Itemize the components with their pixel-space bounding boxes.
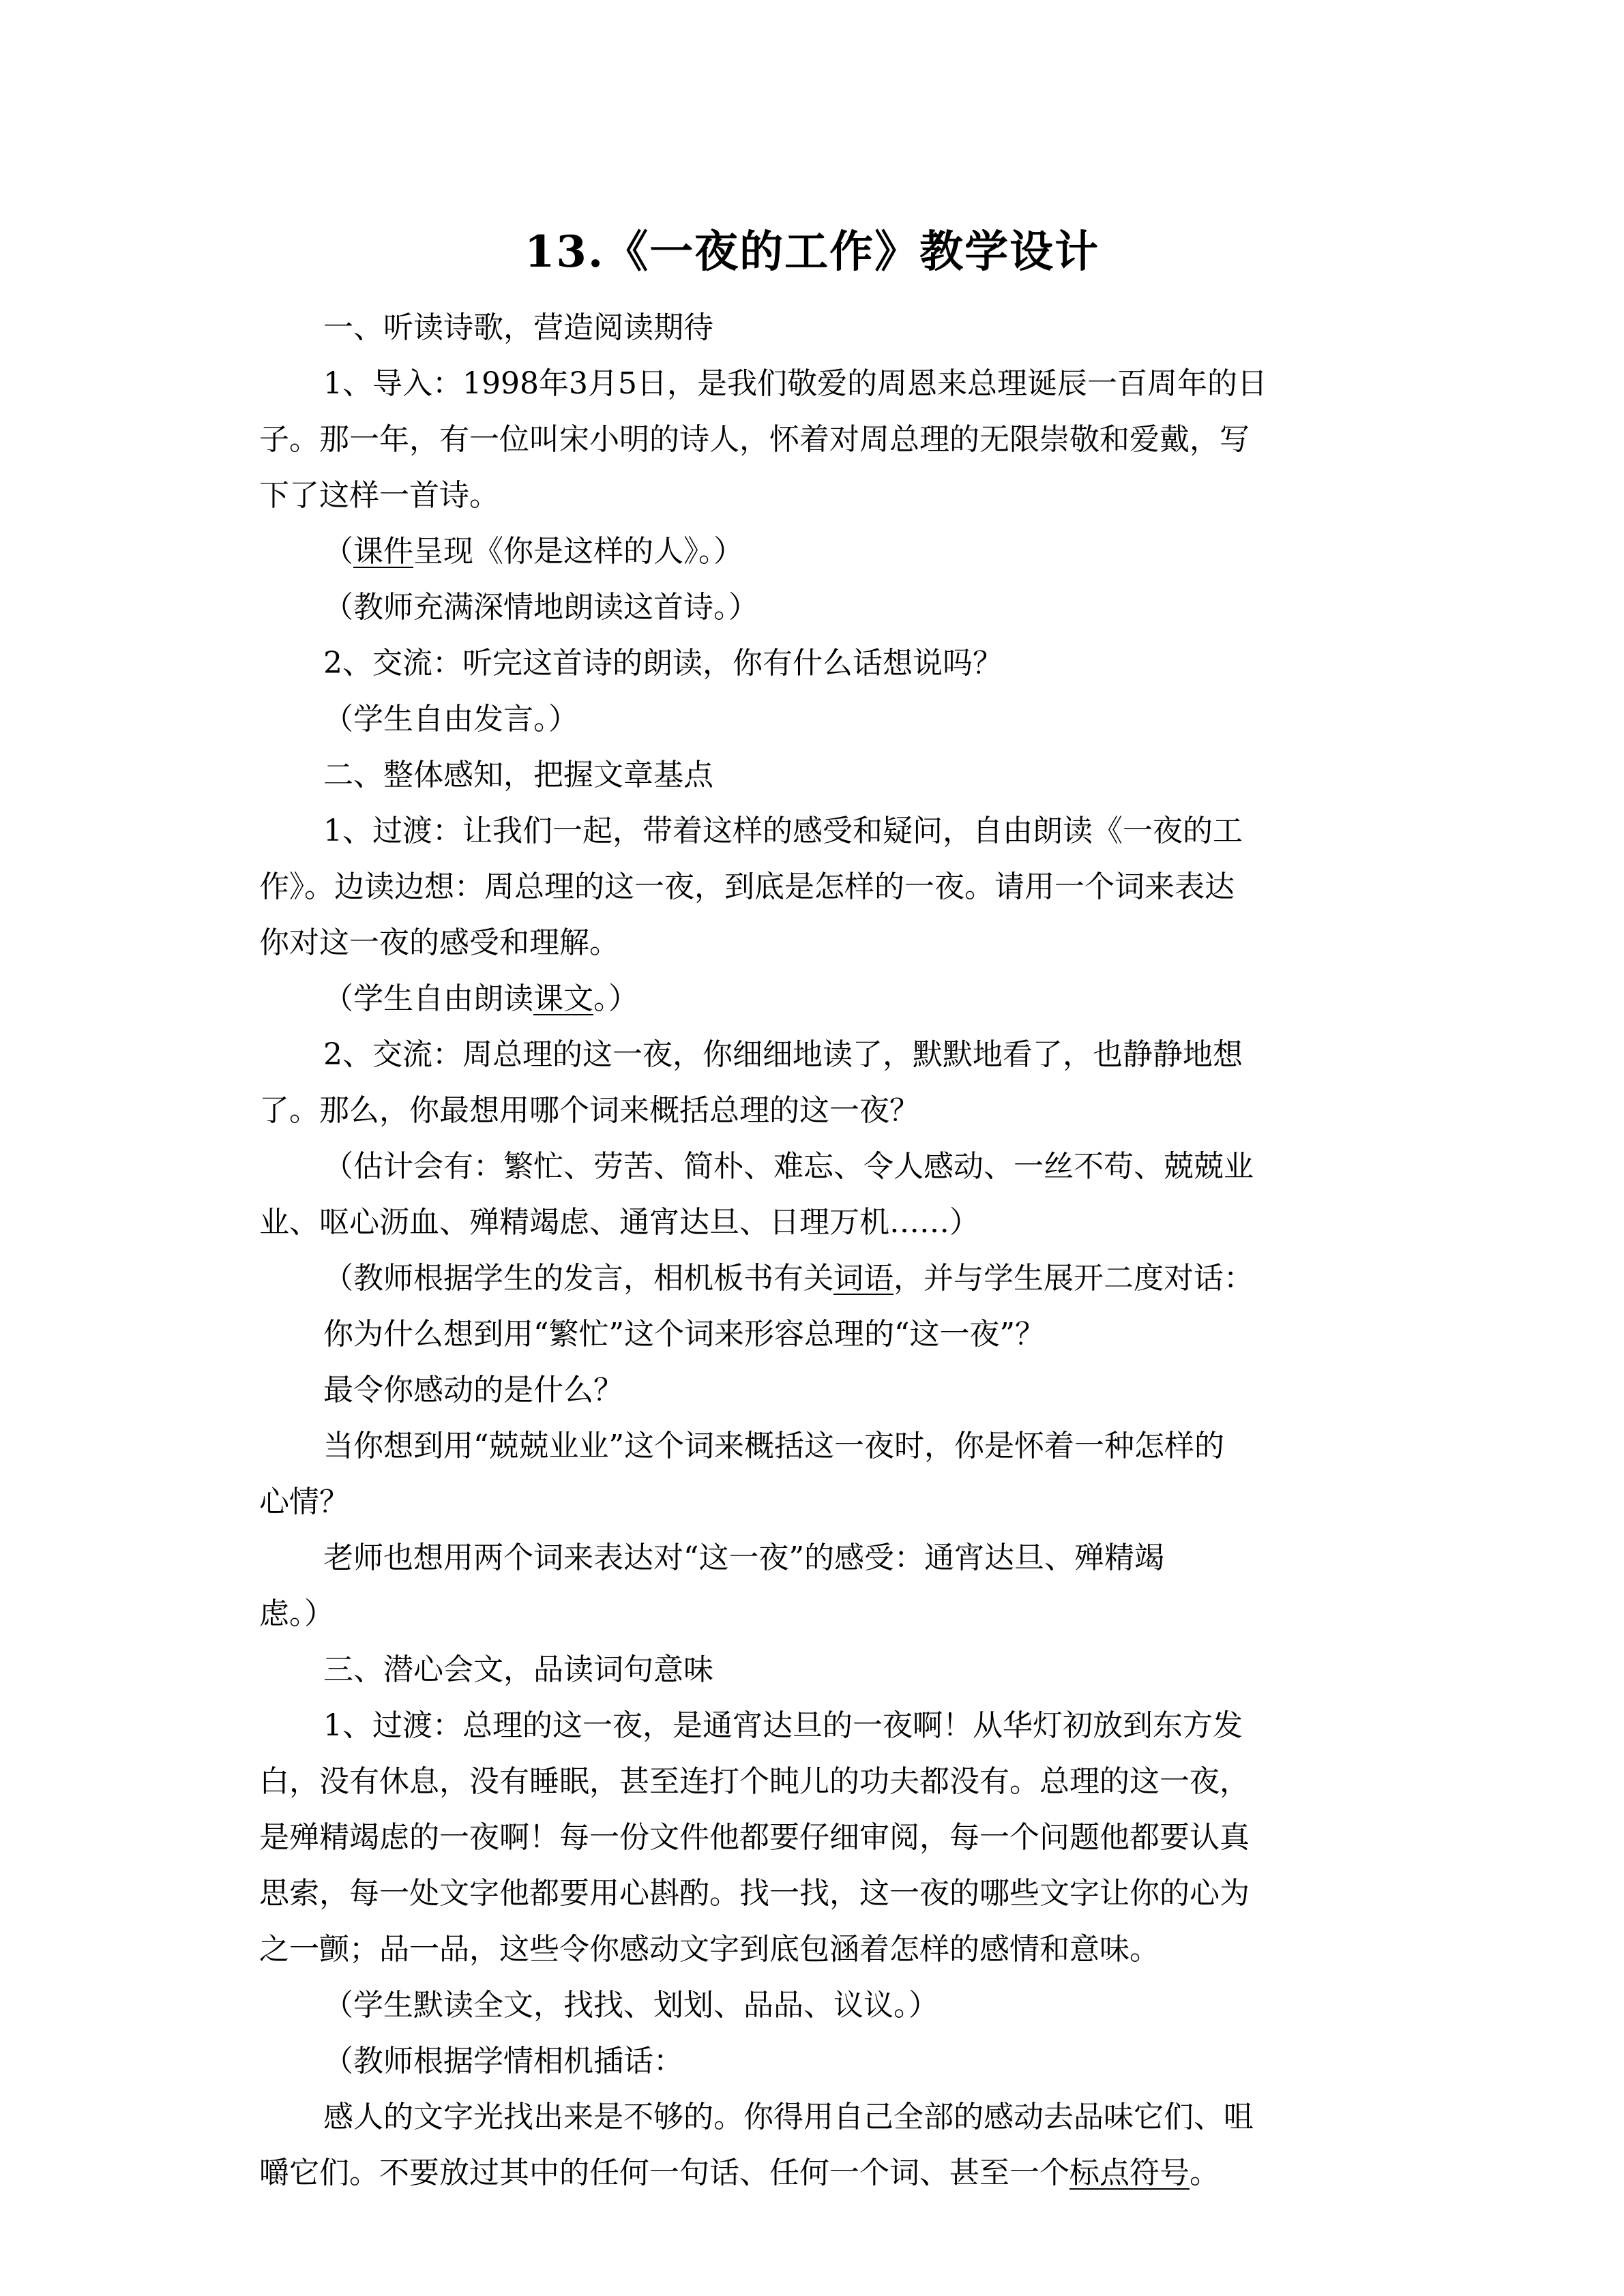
paragraph-line xyxy=(259,524,1364,580)
paragraph-line: （估计会有：繁忙、劳苦、简朴、难忘、令人感动、一丝不苟、兢兢业 xyxy=(323,1149,1254,1184)
text-fragment: （教师根据学生的发言，相机板书有关 xyxy=(323,1261,833,1296)
paragraph-line: 你对这一夜的感受和理解。 xyxy=(259,925,619,960)
section-heading-2: 二、整体感知，把握文章基点 xyxy=(323,758,713,792)
paragraph-line xyxy=(259,1251,1364,1307)
paragraph-line: 子。那一年，有一位叫宋小明的诗人，怀着对周总理的无限崇敬和爱戴，写 xyxy=(259,422,1250,457)
paragraph-line: （学生自由发言。） xyxy=(323,702,578,736)
section-heading-1: 一、听读诗歌，营造阅读期待 xyxy=(323,310,713,345)
paragraph-line: 思索，每一处文字他都要用心斟酌。找一找，这一夜的哪些文字让你的心为 xyxy=(259,1876,1250,1911)
paragraph-line xyxy=(259,2145,1364,2201)
paragraph-line: 之一颤；品一品，这些令你感动文字到底包涵着怎样的感情和意味。 xyxy=(259,1932,1160,1967)
paragraph-line: 了。那么，你最想用哪个词来概括总理的这一夜？ xyxy=(259,1093,919,1128)
underlined-term: 课件 xyxy=(353,534,413,569)
paragraph-line: 当你想到用“兢兢业业”这个词来概括这一夜时，你是怀着一种怎样的 xyxy=(323,1429,1224,1463)
paragraph-line: 你为什么想到用“繁忙”这个词来形容总理的“这一夜”？ xyxy=(323,1317,1045,1352)
paragraph-line: 下了这样一首诗。 xyxy=(259,478,499,513)
text-fragment: 呈现《你是这样的人》。） xyxy=(413,534,743,569)
paragraph-line: 最令你感动的是什么？ xyxy=(323,1373,623,1407)
paragraph-line: 1、导入：1998年3月5日，是我们敬爱的周恩来总理诞辰一百周年的日 xyxy=(323,366,1267,401)
paragraph-line: （学生默读全文，找找、划划、品品、议议。） xyxy=(323,1988,939,2023)
text-fragment: 。） xyxy=(593,981,638,1016)
paragraph-line xyxy=(259,971,1364,1027)
underlined-term: 词语 xyxy=(833,1261,894,1296)
text-fragment: 。 xyxy=(1190,2156,1220,2190)
paragraph-line: 白，没有休息，没有睡眠，甚至连打个盹儿的功夫都没有。总理的这一夜， xyxy=(259,1764,1250,1799)
paragraph-line: 1、过渡：总理的这一夜，是通宵达旦的一夜啊！从华灯初放到东方发 xyxy=(323,1708,1243,1743)
paragraph-line: （教师充满深情地朗读这首诗。） xyxy=(323,590,758,625)
paragraph-line: 作》。边读边想：周总理的这一夜，到底是怎样的一夜。请用一个词来表达 xyxy=(259,869,1235,904)
paragraph-line: 是殚精竭虑的一夜啊！每一份文件他都要仔细审阅，每一个问题他都要认真 xyxy=(259,1820,1250,1855)
paragraph-line: 2、交流：周总理的这一夜，你细细地读了，默默地看了，也静静地想 xyxy=(323,1037,1243,1072)
paragraph-line: 感人的文字光找出来是不够的。你得用自己全部的感动去品味它们、咀 xyxy=(323,2100,1254,2134)
page-title: 13.《一夜的工作》教学设计 xyxy=(524,226,1100,278)
text-fragment: ，并与学生展开二度对话： xyxy=(894,1261,1254,1296)
document-body xyxy=(259,300,1364,2201)
paragraph-line: 心情？ xyxy=(259,1485,349,1519)
paragraph-line: 业、呕心沥血、殚精竭虑、通宵达旦、日理万机……） xyxy=(259,1205,979,1240)
paragraph-line: 虑。） xyxy=(259,1596,334,1631)
paragraph-line: 老师也想用两个词来表达对“这一夜”的感受：通宵达旦、殚精竭 xyxy=(323,1540,1164,1575)
paragraph-line: 2、交流：听完这首诗的朗读，你有什么话想说吗？ xyxy=(323,646,1003,681)
section-heading-3: 三、潜心会文，品读词句意味 xyxy=(323,1652,713,1687)
underlined-term: 课文 xyxy=(533,981,593,1016)
text-fragment: （ xyxy=(323,534,353,569)
text-fragment: 嚼它们。不要放过其中的任何一句话、任何一个词、甚至一个 xyxy=(259,2156,1069,2190)
paragraph-line: （教师根据学情相机插话： xyxy=(323,2044,683,2078)
text-fragment: （学生自由朗读 xyxy=(323,981,533,1016)
paragraph-line: 1、过渡：让我们一起，带着这样的感受和疑问，自由朗读《一夜的工 xyxy=(323,814,1243,848)
underlined-term: 标点符号 xyxy=(1069,2156,1190,2190)
